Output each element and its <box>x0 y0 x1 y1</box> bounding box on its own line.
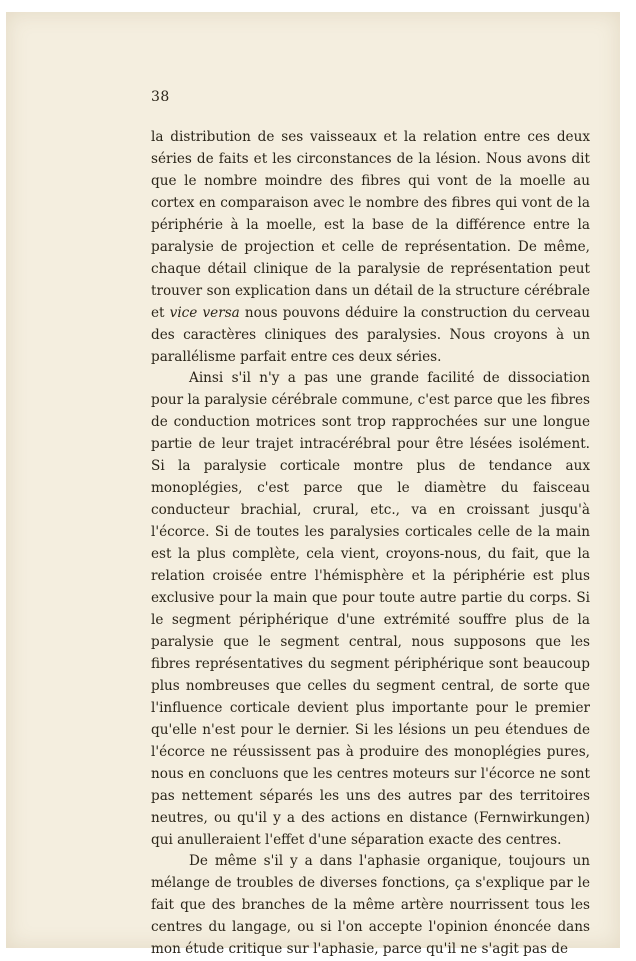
paragraph-3 <box>151 851 590 961</box>
body-text <box>151 127 590 961</box>
paragraph-1 <box>151 127 590 368</box>
paragraph-2 <box>151 368 590 851</box>
paragraph-1-text-b: nous pouvons déduire la construction du cerveau des caractères cliniques des paralysies. Nous croyons à un parallélisme parfait entre ces deux séries. <box>151 304 590 365</box>
paragraph-3-text: De même s'il y a dans l'aphasie organique, toujours un mélange de troubles de diverses fonctions, ça s'explique par le fait que des branches de la même artère nourrissent tous les centres du langage, ou si l'on accepte l'opinion énoncée dans mon étude critique sur l'aphasie, parce qu'il ne s'agit pas de <box>151 853 590 958</box>
italic-vice-versa: vice versa <box>169 304 240 321</box>
page-number: 38 <box>151 89 170 105</box>
book-page <box>6 12 620 958</box>
paragraph-1-text-a: la distribution de ses vaisseaux et la relation entre ces deux séries de faits et les circonstances de la lésion. Nous avons dit que le nombre moindre des fibres qui vont de la moelle au cortex en comparaison avec le nombre des fibres qui vont de la périphérie à la moelle, est la base de la différence entre la paralysie de projection et celle de représentation. De même, chaque détail clinique de la paralysie de représentation peut trouver son explication dans un détail de la structure cérébrale et <box>151 129 590 321</box>
paragraph-2-text: Ainsi s'il n'y a pas une grande facilité de dissociation pour la paralysie cérébrale commune, c'est parce que les fibres de conduction motrices sont trop rapprochées sur une longue partie de leur trajet intracérébral pour être lésées isolément. Si la paralysie corticale montre plus de tendance aux monoplégies, c'est parce que le diamètre du faisceau conducteur brachial, crural, etc., va en croissant jusqu'à l'écorce. Si de toutes les paralysies corticales celle de la main est la plus complète, cela vient, croyons-nous, du fait, que la relation croisée entre l'hémisphère et la périphérie est plus exclusive pour la main que pour toute autre partie du corps. Si le segment périphérique d'une extrémité souffre plus de la paralysie que le segment central, nous supposons que les fibres représentatives du segment périphérique sont beaucoup plus nombreuses que celles du segment central, de sorte que l'influence corticale devient plus importante pour le premier qu'elle n'est pour le dernier. Si les lésions un peu étendues de l'écorce ne réussissent pas à produire des monoplégies pures, nous en concluons que les centres moteurs sur l'écorce ne sont pas nettement séparés les uns des autres par des territoires neutres, ou qu'il y a des actions en distance (Fernwirkungen) qui anulleraient l'effet d'une séparation exacte des centres. <box>151 370 590 848</box>
